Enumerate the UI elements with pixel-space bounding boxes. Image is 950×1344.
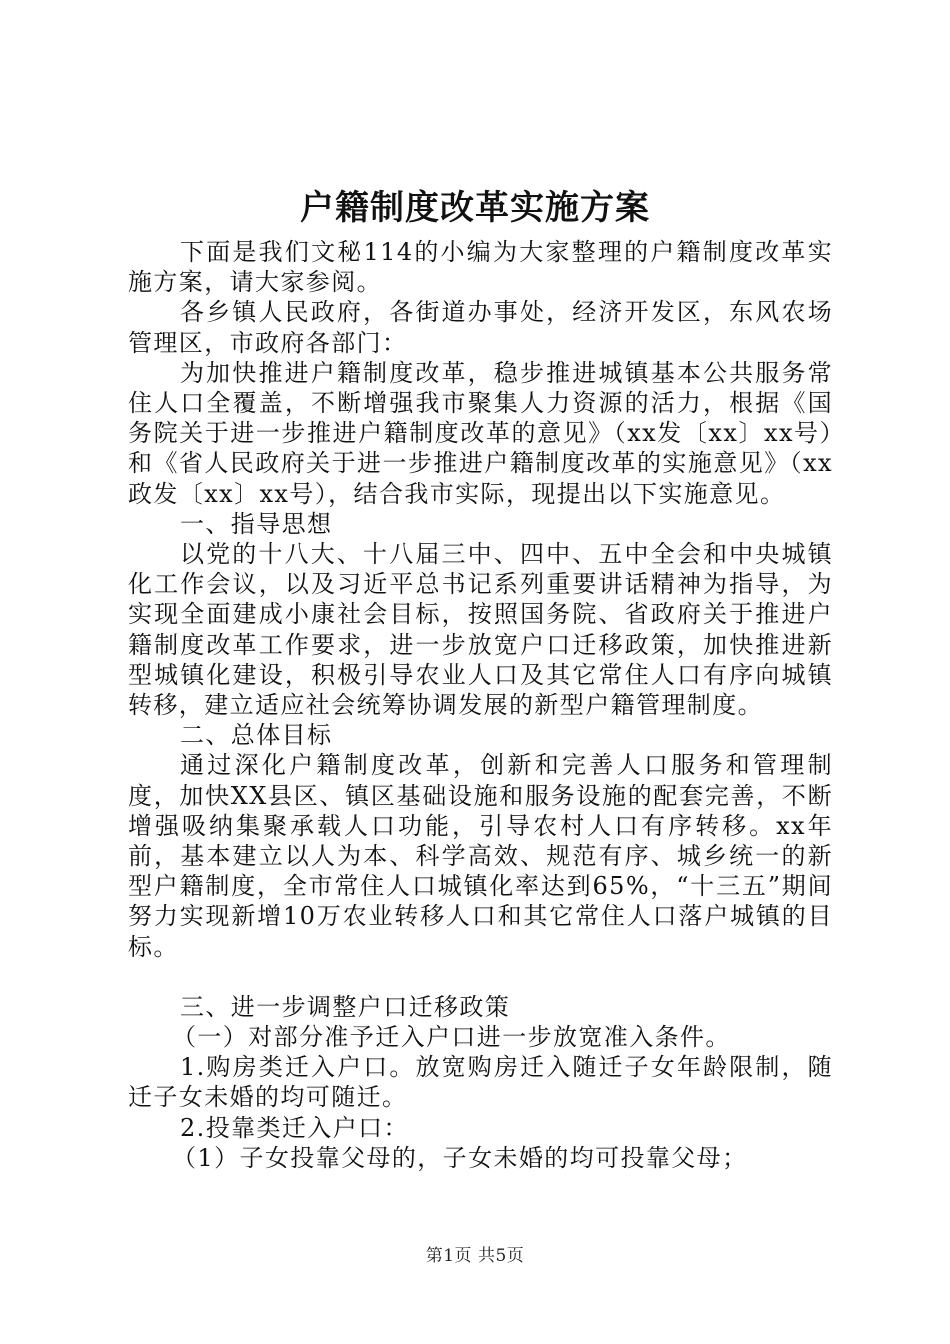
paragraph-purpose: 为加快推进户籍制度改革，稳步推进城镇基本公共服务常住人口全覆盖，不断增强我市聚集人力资源的活力，根据《国务院关于进一步推进户籍制度改革的意见》（xx发〔xx〕xx号）和《省人民政府关于进一步推进户籍制度改革的实施意见》（xx政发〔xx〕xx号），结合我市实际，现提出以下实施意见。 — [128, 358, 833, 508]
section-heading-overall-goal: 二、总体目标 — [180, 721, 333, 750]
paragraph-intro: 下面是我们文秘114的小编为大家整理的户籍制度改革实施方案，请大家参阅。 — [128, 238, 833, 297]
paragraph-addressees: 各乡镇人民政府，各街道办事处，经济开发区，东风农场管理区，市政府各部门： — [128, 298, 833, 357]
subsection-heading-relaxed-conditions: （一）对部分准予迁入户口进一步放宽准入条件。 — [172, 1023, 731, 1052]
document-body — [128, 237, 833, 1173]
page-number-footer: 第1页 共5页 — [425, 1246, 525, 1266]
paragraph-overall-goal: 通过深化户籍制度改革，创新和完善人口服务和管理制度，加快XX县区、镇区基础设施和服务设施的配套完善，不断增强吸纳集聚承载人口功能，引导农村人口有序转移。xx年前，基本建立以人为本、科学高效、规范有序、城乡统一的新型户籍制度，全市常住人口城镇化率达到65%，“十三五”期间努力实现新增10万农业转移人口和其它常住人口落户城镇的目标。 — [128, 751, 833, 961]
section-heading-migration-policy: 三、进一步调整户口迁移政策 — [180, 992, 511, 1021]
document-title: 户籍制度改革实施方案 — [300, 188, 650, 228]
list-item-housing-migration: 1.购房类迁入户口。放宽购房迁入随迁子女年龄限制，随迁子女未婚的均可随迁。 — [128, 1053, 833, 1112]
list-item-relative-migration: 2.投靠类迁入户口： — [180, 1113, 409, 1142]
list-item-children-join-parents: （1）子女投靠父母的，子女未婚的均可投靠父母； — [172, 1143, 748, 1172]
section-heading-guiding-ideology: 一、指导思想 — [180, 509, 333, 538]
paragraph-guiding-ideology: 以党的十八大、十八届三中、四中、五中全会和中央城镇化工作会议，以及习近平总书记系列重要讲话精神为指导，为实现全面建成小康社会目标，按照国务院、省政府关于推进户籍制度改革工作要求，进一步放宽户口迁移政策，加快推进新型城镇化建设，积极引导农业人口及其它常住人口有序向城镇转移，建立适应社会统筹协调发展的新型户籍管理制度。 — [128, 540, 833, 720]
